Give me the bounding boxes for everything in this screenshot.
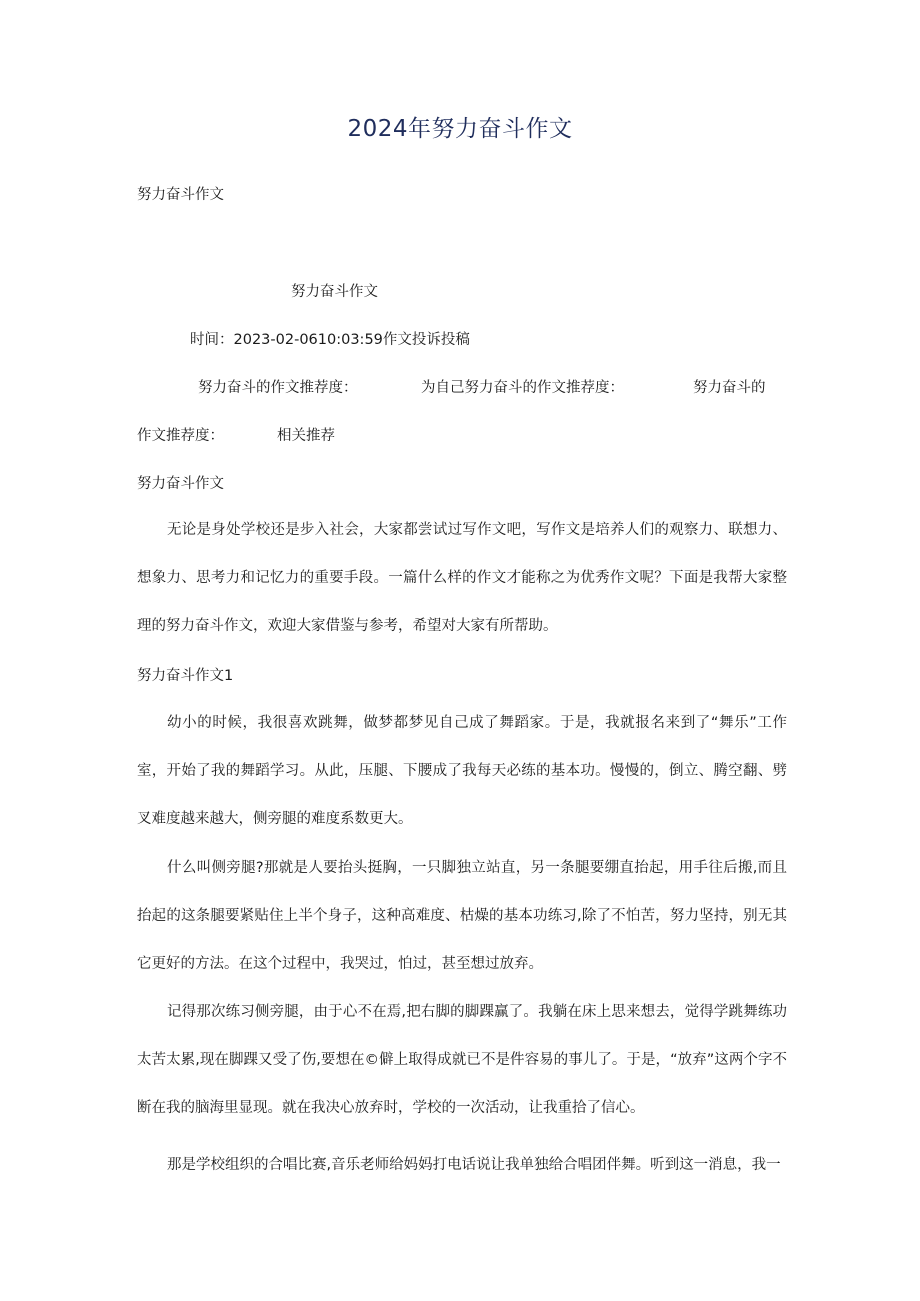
essay1-paragraph-1: 幼小的时候，我很喜欢跳舞，做梦都梦见自己成了舞蹈家。于是，我就报名来到了“舞乐”工作室，开始了我的舞蹈学习。从此，压腿、下腰成了我每天必练的基本功。慢慢的，倒立、腾空翻、劈叉难度越来越大，侧旁腿的难度系数更大。 <box>137 715 787 827</box>
rating-item-2: 为自己努力奋斗的作文推荐度： <box>421 380 624 396</box>
related-link[interactable]: 相关推荐 <box>277 428 335 444</box>
center-heading: 努力奋斗作文 <box>291 284 378 300</box>
rating-item-1: 努力奋斗的作文推荐度： <box>198 380 358 396</box>
essay1-paragraph-3: 记得那次练习侧旁腿，由于心不在焉,把右脚的脚踝赢了。我躺在床上思来想去，觉得学跳舞练功太苦太累,现在脚踝又受了伤,要想在©僻上取得成就已不是件容易的事儿了。于是，“放弃”这两个字不断在我的脑海里显现。就在我决心放弃时，学校的一次活动，让我重拾了信心。 <box>137 1004 787 1116</box>
essay1-paragraph-2: 什么叫侧旁腿?那就是人要抬头挺胸，一只脚独立站直，另一条腿要绷直抬起，用手往后搬,而且抬起的这条腿要紧贴住上半个身子，这种高难度、枯燥的基本功练习,除了不怕苦，努力坚持，别无其它更好的方法。在这个过程中，我哭过，怕过，甚至想过放弃。 <box>137 860 787 972</box>
intro-paragraph: 无论是身处学校还是步入社会，大家都尝试过写作文吧，写作文是培养人们的观察力、联想力、想象力、思考力和记忆力的重要手段。一篇什么样的作文才能称之为优秀作文呢？下面是我帮大家整理的努力奋斗作文，欢迎大家借鉴与参考，希望对大家有所帮助。 <box>137 522 787 634</box>
essay1-heading: 努力奋斗作文1 <box>137 668 234 684</box>
section-heading: 努力奋斗作文 <box>137 476 224 492</box>
essay1-paragraph-4: 那是学校组织的合唱比赛,音乐老师给妈妈打电话说让我单独给合唱团伴舞。听到这一消息，我一 <box>167 1157 781 1173</box>
document-title: 2024年努力奋斗作文 <box>347 116 573 142</box>
rating-item-3: 努力奋斗的 <box>693 380 766 396</box>
subtitle-top: 努力奋斗作文 <box>137 187 224 203</box>
rating-item-3-cont: 作文推荐度： <box>137 428 224 444</box>
meta-line: 时间：2023-02-0610:03:59作文投诉投稿 <box>190 332 470 348</box>
